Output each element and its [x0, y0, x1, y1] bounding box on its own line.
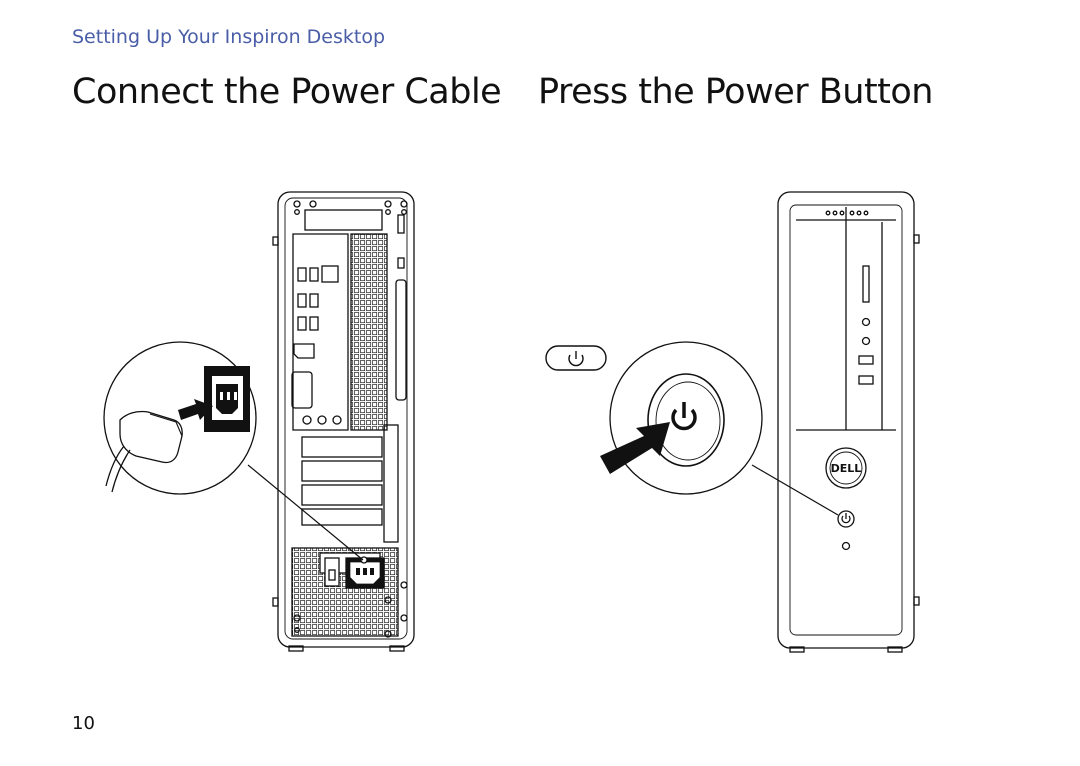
- computer-rear-view: [248, 192, 414, 651]
- heading-connect-power-cable: Connect the Power Cable: [72, 72, 502, 112]
- power-socket-icon: [204, 366, 250, 432]
- page-number: 10: [72, 713, 95, 734]
- power-button-icon: [546, 346, 606, 370]
- section-title: Setting Up Your Inspiron Desktop: [72, 26, 386, 48]
- dell-logo: DELL: [830, 462, 862, 475]
- power-cable-callout: [104, 342, 256, 494]
- heading-press-power-button: Press the Power Button: [538, 72, 933, 112]
- front-power-icon: [842, 513, 850, 523]
- power-button-callout: [600, 342, 762, 494]
- computer-front-view: [752, 192, 919, 652]
